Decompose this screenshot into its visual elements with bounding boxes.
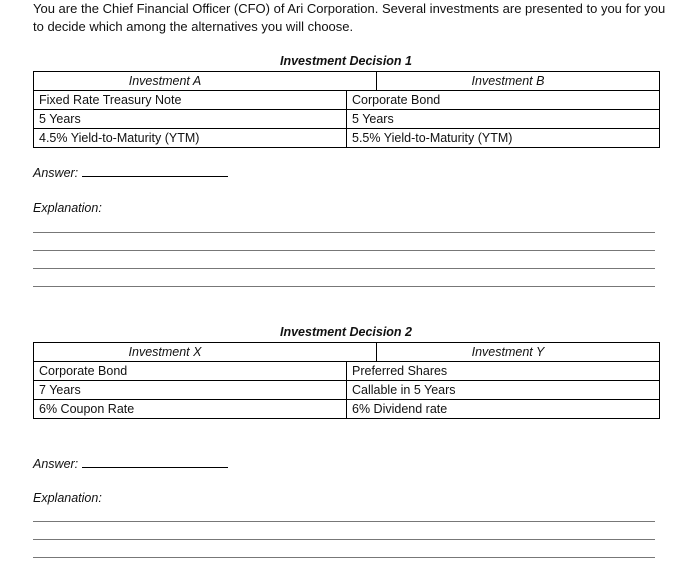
table-row	[34, 380, 659, 399]
decision1-title: Investment Decision 1	[280, 54, 412, 68]
answer-label: Answer:	[33, 166, 79, 180]
table-row	[34, 109, 659, 128]
answer-blank[interactable]	[82, 455, 228, 468]
intro-paragraph: You are the Chief Financial Officer (CFO) of Ari Corporation. Several investments are presented to you for you to decide which among the alternatives you will choose.	[33, 1, 666, 34]
table-row	[34, 361, 659, 380]
table-header-row	[34, 72, 659, 90]
column-header-investment-x: Investment X	[128, 345, 202, 359]
explanation-line[interactable]	[33, 286, 655, 287]
column-header-investment-a: Investment A	[128, 74, 202, 88]
explanation-line[interactable]	[33, 539, 655, 540]
table-row	[34, 90, 659, 109]
answer-label: Answer:	[33, 457, 79, 471]
explanation-line[interactable]	[33, 521, 655, 522]
table-cell: Corporate Bond	[346, 91, 659, 109]
decision2-answer	[33, 455, 228, 471]
decision2-explanation-label: Explanation:	[33, 491, 102, 505]
table-row	[34, 399, 659, 418]
table-cell: Fixed Rate Treasury Note	[39, 93, 182, 107]
table-cell: 6% Dividend rate	[346, 400, 659, 418]
table-header-row	[34, 343, 659, 361]
table-cell: 7 Years	[39, 383, 81, 397]
table-cell: Corporate Bond	[39, 364, 128, 378]
explanation-line[interactable]	[33, 232, 655, 233]
decision2-title: Investment Decision 2	[280, 325, 412, 339]
table-cell: 4.5% Yield-to-Maturity (YTM)	[39, 131, 200, 145]
table-cell: 6% Coupon Rate	[39, 402, 135, 416]
explanation-line[interactable]	[33, 250, 655, 251]
explanation-line[interactable]	[33, 557, 655, 558]
table-cell: Preferred Shares	[346, 362, 659, 380]
table-cell: 5 Years	[346, 110, 659, 128]
decision1-answer	[33, 164, 228, 180]
table-cell: 5 Years	[39, 112, 81, 126]
table-row	[34, 128, 659, 147]
column-header-investment-b: Investment B	[376, 72, 659, 90]
decision1-explanation-label: Explanation:	[33, 201, 102, 215]
decision2-table	[33, 342, 660, 419]
decision1-table	[33, 71, 660, 148]
explanation-line[interactable]	[33, 268, 655, 269]
column-header-investment-y: Investment Y	[376, 343, 659, 361]
answer-blank[interactable]	[82, 164, 228, 177]
table-cell: 5.5% Yield-to-Maturity (YTM)	[346, 129, 659, 147]
table-cell: Callable in 5 Years	[346, 381, 659, 399]
